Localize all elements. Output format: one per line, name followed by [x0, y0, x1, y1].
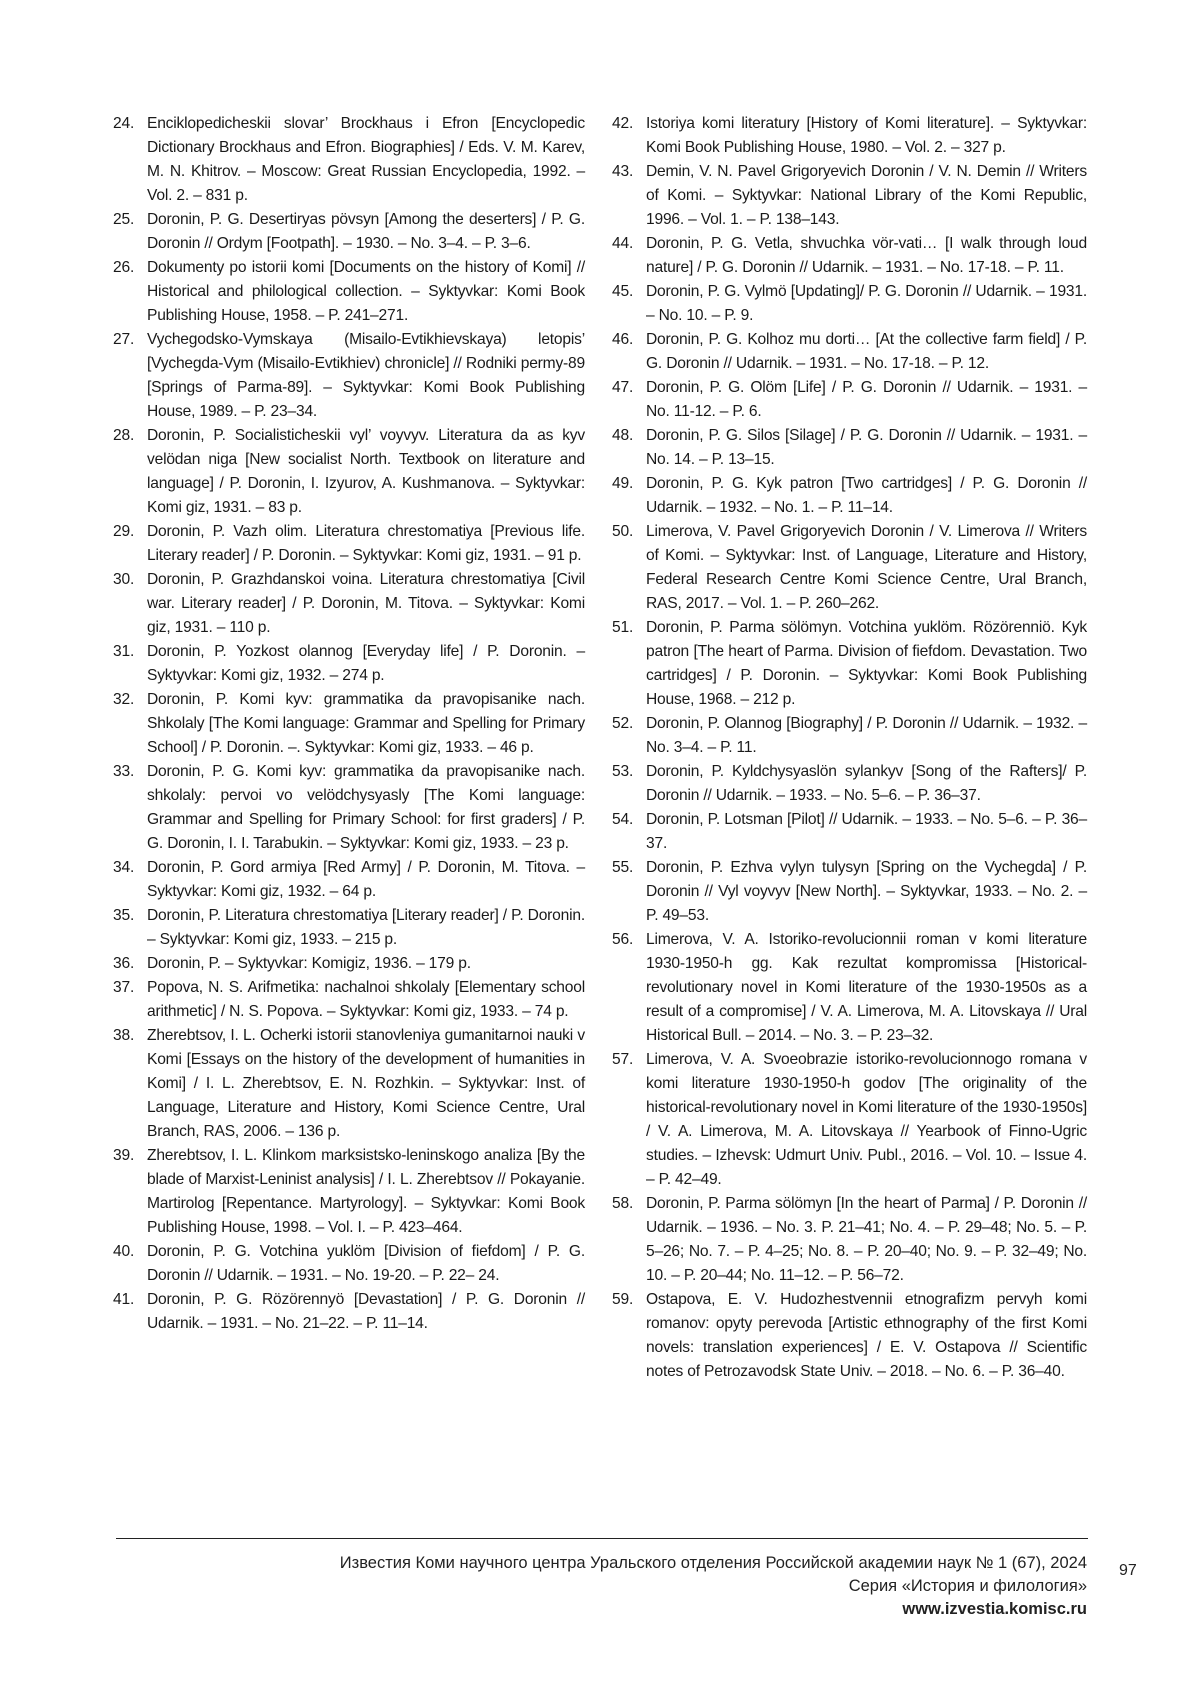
reference-text: Doronin, P. G. Komi kyv: grammatika da pravopisanike nach. shkolaly: pervoi vo velödchysyasly [The Komi language: Grammar and Spelling for Primary School: for first graders] / P. G. Doronin, I. I. Tarabukin. – Syktyvkar: Komi giz, 1933. – 23 p. — [147, 763, 585, 852]
reference-number: 43. — [612, 163, 634, 180]
reference-text: Doronin, P. Gord armiya [Red Army] / P. Doronin, M. Titova. – Syktyvkar: Komi giz, 1932. – 64 p. — [147, 859, 585, 900]
reference-item — [612, 760, 1087, 808]
reference-text: Doronin, P. G. Kolhoz mu dorti… [At the collective farm field] / P. G. Doronin // Udarnik. – 1931. – No. 17-18. – P. 12. — [646, 331, 1087, 372]
reference-item — [113, 328, 585, 424]
reference-number: 30. — [113, 571, 135, 588]
reference-item — [113, 256, 585, 328]
reference-text: Doronin, P. G. Vetla, shvuchka vör-vati… [I walk through loud nature] / P. G. Doronin // Udarnik. – 1931. – No. 17-18. – P. 11. — [646, 235, 1087, 276]
reference-item — [113, 952, 585, 976]
reference-text: Doronin, P. Literatura chrestomatiya [Literary reader] / P. Doronin. – Syktyvkar: Komi giz, 1933. – 215 p. — [147, 907, 585, 948]
reference-number: 51. — [612, 619, 634, 636]
reference-item — [612, 328, 1087, 376]
reference-text: Doronin, P. Olannog [Biography] / P. Doronin // Udarnik. – 1932. – No. 3–4. – P. 11. — [646, 715, 1087, 756]
reference-text: Doronin, P. G. Desertiryas pövsyn [Among the deserters] / P. G. Doronin // Ordym [Footpath]. – 1930. – No. 3–4. – P. 3–6. — [147, 211, 585, 252]
reference-item — [612, 472, 1087, 520]
reference-number: 50. — [612, 523, 634, 540]
reference-number: 57. — [612, 1051, 634, 1068]
reference-item — [612, 1288, 1087, 1384]
reference-item — [113, 904, 585, 952]
reference-item — [113, 520, 585, 568]
reference-item — [612, 160, 1087, 232]
reference-text: Zherebtsov, I. L. Ocherki istorii stanovleniya gumanitarnoi nauki v Komi [Essays on the history of the development of humanities in Komi] / I. L. Zherebtsov, E. N. Rozhkin. – Syktyvkar: Inst. of Language, Literature and History, Komi Science Centre, Ural Branch, RAS, 2006. – 136 p. — [147, 1027, 585, 1140]
reference-text: Demin, V. N. Pavel Grigoryevich Doronin / V. N. Demin // Writers of Komi. – Syktyvkar: National Library of the Komi Republic, 1996. – Vol. 1. – P. 138–143. — [646, 163, 1087, 228]
footer-journal: Известия Коми научного центра Уральского отделения Российской академии наук № 1 (67), 2024 — [339, 1554, 1087, 1572]
reference-text: Doronin, P. G. Vylmö [Updating]/ P. G. Doronin // Udarnik. – 1931. – No. 10. – P. 9. — [646, 283, 1087, 324]
reference-item — [113, 1144, 585, 1240]
reference-text: Enciklopedicheskii slovar’ Brockhaus i Efron [Encyclopedic Dictionary Brockhaus and Efron. Biographies] / Eds. V. M. Karev, M. N. Khitrov. – Moscow: Great Russian Encyclopedia, 1992. – Vol. 2. – 831 p. — [147, 115, 585, 204]
reference-number: 44. — [612, 235, 634, 252]
reference-text: Istoriya komi literatury [History of Komi literature]. – Syktyvkar: Komi Book Publishing House, 1980. – Vol. 2. – 327 p. — [646, 115, 1087, 156]
reference-text: Doronin, P. Komi kyv: grammatika da pravopisanike nach. Shkolaly [The Komi language: Grammar and Spelling for Primary School] / P. Doronin. –. Syktyvkar: Komi giz, 1933. – 46 p. — [147, 691, 585, 756]
reference-item — [113, 568, 585, 640]
reference-item — [612, 856, 1087, 928]
reference-text: Doronin, P. G. Votchina yuklöm [Division of fiefdom] / P. G. Doronin // Udarnik. – 1931. – No. 19-20. – P. 22– 24. — [147, 1243, 585, 1284]
reference-item — [113, 688, 585, 760]
reference-text: Doronin, P. G. Kyk patron [Two cartridges] / P. G. Doronin // Udarnik. – 1932. – No. 1. – P. 11–14. — [646, 475, 1087, 516]
footer-divider — [116, 1538, 1088, 1539]
reference-number: 48. — [612, 427, 634, 444]
reference-item — [612, 112, 1087, 160]
reference-text: Doronin, P. Grazhdanskoi voina. Literatura chrestomatiya [Civil war. Literary reader] / P. Doronin, M. Titova. – Syktyvkar: Komi giz, 1931. – 110 p. — [147, 571, 585, 636]
reference-text: Zherebtsov, I. L. Klinkom marksistsko-leninskogo analiza [By the blade of Marxist-Leninist analysis] / I. L. Zherebtsov // Pokayanie. Martirolog [Repentance. Martyrology]. – Syktyvkar: Komi Book Publishing House, 1998. – Vol. I. – P. 423–464. — [147, 1147, 585, 1236]
reference-item — [612, 712, 1087, 760]
footer-series: Серия «История и филология» — [848, 1577, 1087, 1595]
footer-url[interactable]: www.izvestia.komisc.ru — [902, 1600, 1087, 1618]
reference-text: Popova, N. S. Arifmetika: nachalnoi shkolaly [Elementary school arithmetic] / N. S. Popova. – Syktyvkar: Komi giz, 1933. – 74 p. — [147, 979, 585, 1020]
reference-number: 52. — [612, 715, 634, 732]
reference-number: 47. — [612, 379, 634, 396]
reference-item — [612, 424, 1087, 472]
reference-item — [113, 208, 585, 256]
reference-text: Doronin, P. Parma sölömyn. Votchina yuklöm. Rözörenniö. Kyk patron [The heart of Parma. Division of fiefdom. Devastation. Two cartridges] / P. Doronin. – Syktyvkar: Komi Book Publishing House, 1968. – 212 p. — [646, 619, 1087, 708]
reference-number: 53. — [612, 763, 634, 780]
reference-number: 46. — [612, 331, 634, 348]
reference-number: 32. — [113, 691, 135, 708]
reference-text: Dokumenty po istorii komi [Documents on the history of Komi] // Historical and philological collection. – Syktyvkar: Komi Book Publishing House, 1958. – P. 241–271. — [147, 259, 585, 324]
reference-item — [612, 232, 1087, 280]
reference-item — [612, 928, 1087, 1048]
reference-text: Doronin, P. Parma sölömyn [In the heart of Parma] / P. Doronin // Udarnik. – 1936. – No. 3. P. 21–41; No. 4. – P. 29–48; No. 5. – P. 5–26; No. 7. – P. 4–25; No. 8. – P. 20–40; No. 9. – P. 32–49; No. 10. – P. 20–44; No. 11–12. – P. 56–72. — [646, 1195, 1087, 1284]
reference-number: 24. — [113, 115, 135, 132]
reference-number: 56. — [612, 931, 634, 948]
reference-text: Doronin, P. G. Olöm [Life] / P. G. Doronin // Udarnik. – 1931. – No. 11-12. – P. 6. — [646, 379, 1087, 420]
references-right-column — [612, 112, 1087, 1384]
reference-number: 55. — [612, 859, 634, 876]
reference-text: Doronin, P. – Syktyvkar: Komigiz, 1936. – 179 p. — [147, 955, 471, 972]
reference-item — [113, 760, 585, 856]
reference-item — [113, 976, 585, 1024]
reference-number: 59. — [612, 1291, 634, 1308]
reference-number: 36. — [113, 955, 135, 972]
references-left-column — [113, 112, 585, 1336]
reference-item — [612, 1192, 1087, 1288]
reference-number: 42. — [612, 115, 634, 132]
reference-number: 38. — [113, 1027, 135, 1044]
reference-number: 58. — [612, 1195, 634, 1212]
reference-number: 33. — [113, 763, 135, 780]
reference-number: 25. — [113, 211, 135, 228]
reference-number: 28. — [113, 427, 135, 444]
reference-item — [113, 112, 585, 208]
reference-number: 41. — [113, 1291, 135, 1308]
reference-item — [612, 376, 1087, 424]
reference-item — [113, 856, 585, 904]
reference-number: 37. — [113, 979, 135, 996]
reference-number: 39. — [113, 1147, 135, 1164]
reference-text: Limerova, V. A. Istoriko-revolucionnii roman v komi literature 1930-1950-h gg. Kak rezultat kompromissa [Historical-revolutionary novel in Komi literature of the 1930-1950s as a result of a compromise] / V. A. Limerova, M. A. Litovskaya // Ural Historical Bull. – 2014. – No. 3. – P. 23–32. — [646, 931, 1087, 1044]
reference-number: 54. — [612, 811, 634, 828]
reference-number: 45. — [612, 283, 634, 300]
reference-text: Limerova, V. Pavel Grigoryevich Doronin / V. Limerova // Writers of Komi. – Syktyvkar: Inst. of Language, Literature and History, Federal Research Centre Komi Science Centre, Ural Branch, RAS, 2017. – Vol. 1. – P. 260–262. — [646, 523, 1087, 612]
reference-item — [612, 1048, 1087, 1192]
reference-text: Ostapova, E. V. Hudozhestvennii etnografizm pervyh komi romanov: opyty perevoda [Artistic ethnography of the first Komi novels: translation experiences] / E. V. Ostapova // Scientific notes of Petrozavodsk State Univ. – 2018. – No. 6. – P. 36–40. — [646, 1291, 1087, 1380]
reference-text: Doronin, P. Yozkost olannog [Everyday life] / P. Doronin. – Syktyvkar: Komi giz, 1932. – 274 p. — [147, 643, 585, 684]
reference-number: 34. — [113, 859, 135, 876]
reference-text: Vychegodsko-Vymskaya (Misailo-Evtikhievskaya) letopis’ [Vychegda-Vym (Misailo-Evtikhiev) chronicle] // Rodniki permy-89 [Springs of Parma-89]. – Syktyvkar: Komi Book Publishing House, 1989. – P. 23–34. — [147, 331, 585, 420]
reference-number: 26. — [113, 259, 135, 276]
reference-number: 31. — [113, 643, 135, 660]
reference-item — [113, 1024, 585, 1144]
reference-number: 49. — [612, 475, 634, 492]
reference-item — [612, 808, 1087, 856]
page-number: 97 — [1119, 1562, 1137, 1579]
reference-item — [612, 520, 1087, 616]
reference-text: Doronin, P. G. Silos [Silage] / P. G. Doronin // Udarnik. – 1931. – No. 14. – P. 13–15. — [646, 427, 1087, 468]
reference-text: Doronin, P. G. Rözörennyö [Devastation] / P. G. Doronin // Udarnik. – 1931. – No. 21–22. – P. 11–14. — [147, 1291, 585, 1332]
reference-item — [612, 616, 1087, 712]
reference-number: 35. — [113, 907, 135, 924]
reference-item — [113, 640, 585, 688]
reference-text: Doronin, P. Socialisticheskii vyl’ voyvyv. Literatura da as kyv velödan niga [New socialist North. Textbook on literature and language] / P. Doronin, I. Izyurov, A. Kushmanova. – Syktyvkar: Komi giz, 1931. – 83 p. — [147, 427, 585, 516]
reference-item — [612, 280, 1087, 328]
reference-number: 27. — [113, 331, 135, 348]
reference-number: 29. — [113, 523, 135, 540]
reference-text: Doronin, P. Vazh olim. Literatura chrestomatiya [Previous life. Literary reader] / P. Doronin. – Syktyvkar: Komi giz, 1931. – 91 p. — [147, 523, 585, 564]
reference-text: Doronin, P. Ezhva vylyn tulysyn [Spring on the Vychegda] / P. Doronin // Vyl voyvyv [New North]. – Syktyvkar, 1933. – No. 2. – P. 49–53. — [646, 859, 1087, 924]
reference-text: Limerova, V. A. Svoeobrazie istoriko-revolucionnogo romana v komi literature 1930-1950-h godov [The originality of the historical-revolutionary novel in Komi literature of the 1930-1950s] / V. A. Limerova, M. A. Litovskaya // Yearbook of Finno-Ugric studies. – Izhevsk: Udmurt Univ. Publ., 2016. – Vol. 10. – Issue 4. – P. 42–49. — [646, 1051, 1087, 1188]
reference-item — [113, 1288, 585, 1336]
reference-item — [113, 1240, 585, 1288]
reference-text: Doronin, P. Lotsman [Pilot] // Udarnik. – 1933. – No. 5–6. – P. 36–37. — [646, 811, 1087, 852]
reference-number: 40. — [113, 1243, 135, 1260]
reference-text: Doronin, P. Kyldchysyaslön sylankyv [Song of the Rafters]/ P. Doronin // Udarnik. – 1933. – No. 5–6. – P. 36–37. — [646, 763, 1087, 804]
reference-item — [113, 424, 585, 520]
footer — [340, 1552, 1087, 1621]
